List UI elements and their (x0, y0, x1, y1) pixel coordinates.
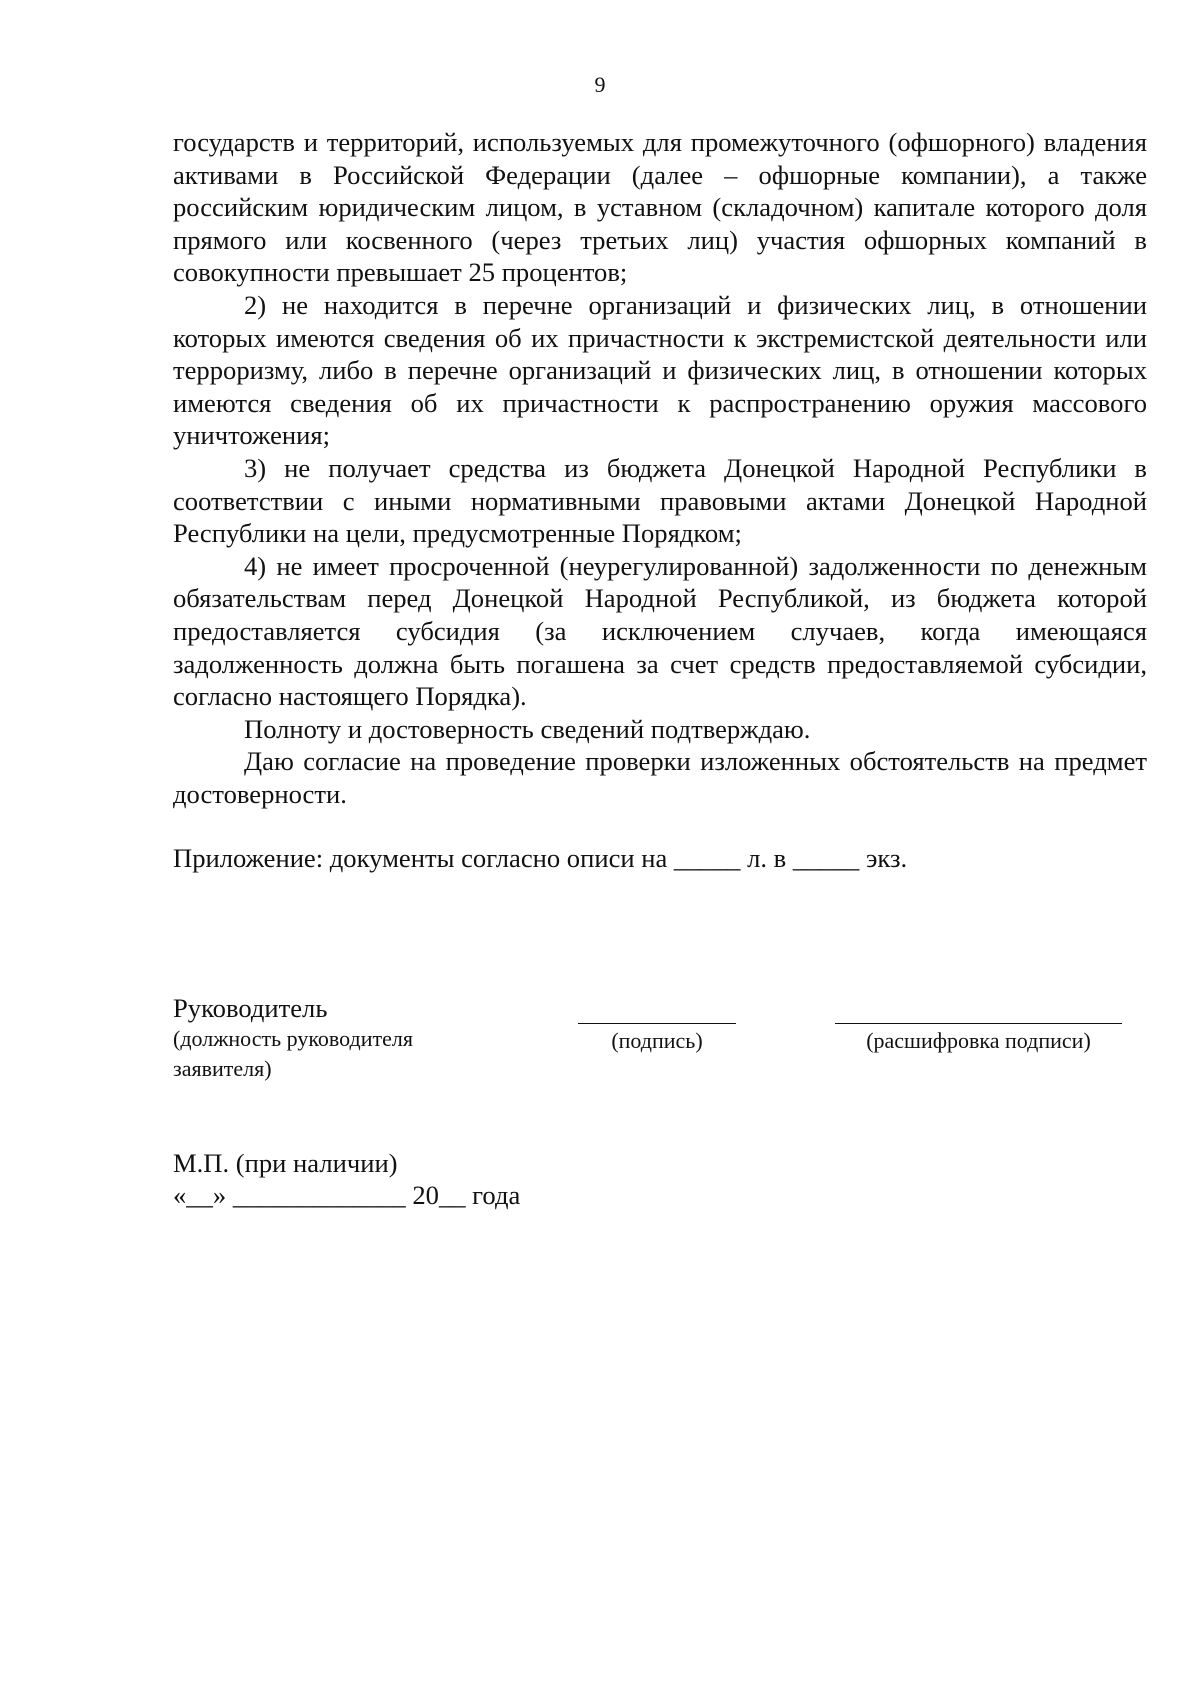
signature-caption: (подпись) (611, 1028, 703, 1053)
paragraph-item-4: 4) не имеет просроченной (неурегулированной) задолженности по денежным обязательствам перед Донецкой Народной Республикой, из бюджета которой предоставляется субсидия (за исключением случаев, когда имеющаяся задолженность должна быть погашена за счет средств предоставляемой субсидии, согласно настоящего Порядка). (173, 550, 1147, 712)
signature-line (578, 1023, 736, 1024)
stamp-block (173, 1147, 520, 1211)
paragraph-item-2: 2) не находится в перечне организаций и физических лиц, в отношении которых имеются сведения об их причастности к экстремистской деятельности или терроризму, либо в перечне организаций и физических лиц, в отношении которых имеются сведения об их причастности к распространению оружия массового уничтожения; (173, 289, 1147, 451)
signatory-block (173, 992, 493, 1084)
date-line: «__» _____________ 20__ года (173, 1180, 521, 1210)
paragraph-item-3: 3) не получает средства из бюджета Донецкой Народной Республики в соответствии с иными нормативными правовыми актами Донецкой Народной Республики на цели, предусмотренные Порядком; (173, 452, 1147, 549)
paragraph-confirmation: Полноту и достоверность сведений подтверждаю. (244, 713, 811, 744)
position-caption: (должность руководителя заявителя) (173, 1026, 413, 1081)
signature-decoding-caption: (расшифровка подписи) (866, 1028, 1091, 1053)
attachment-line: Приложение: документы согласно описи на _____ л. в _____ экз. (173, 843, 908, 873)
paragraph-continuation: государств и территорий, используемых для промежуточного (офшорного) владения активами в Российской Федерации (далее – офшорные компании), а также российским юридическим лицом, в уставном (складочном) капитале которого доля прямого или косвенного (через третьих лиц) участия офшорных компаний в совокупности превышает 25 процентов; (173, 127, 1147, 288)
page-number: 9 (594, 72, 606, 97)
document-body (173, 126, 1147, 810)
signatory-title: Руководитель (173, 993, 328, 1023)
stamp-label: М.П. (при наличии) (173, 1148, 398, 1178)
signature-decoding-line (835, 1023, 1122, 1024)
paragraph-consent: Даю согласие на проведение проверки изложенных обстоятельств на предмет достоверности. (173, 746, 1147, 809)
